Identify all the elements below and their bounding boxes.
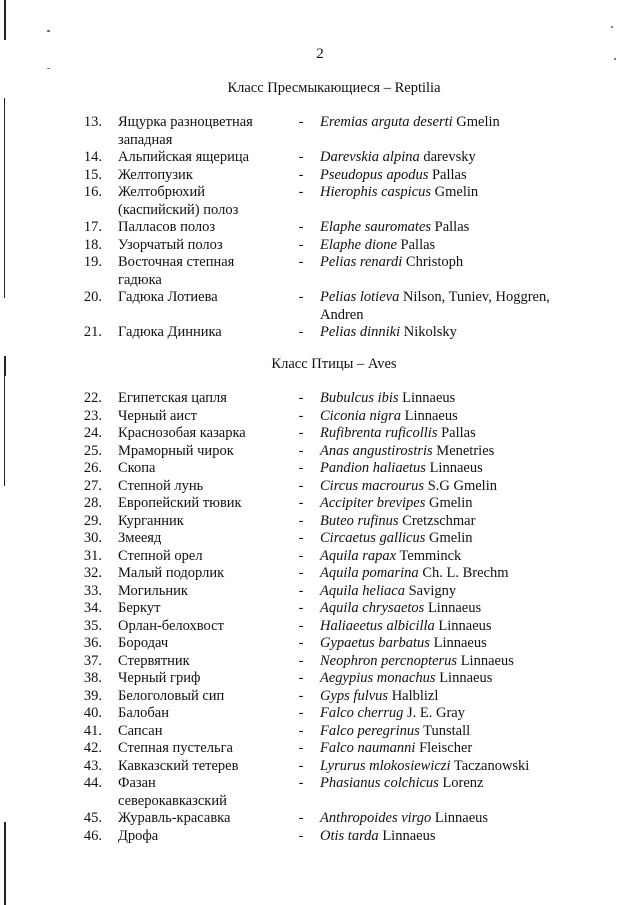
latin-name xyxy=(320,705,572,723)
separator-dash: - xyxy=(298,600,304,616)
item-number: 38. xyxy=(83,670,102,686)
item-number: 40. xyxy=(83,705,102,721)
author-name: Halblizl xyxy=(391,687,439,704)
item-number: 13. xyxy=(83,114,102,130)
russian-name: западная xyxy=(118,131,173,148)
separator-dash: - xyxy=(298,582,304,599)
separator-dash: - xyxy=(298,652,304,669)
separator-dash: - xyxy=(298,407,304,424)
separator-dash: - xyxy=(298,477,304,494)
author-name: Linnaeus xyxy=(439,670,493,686)
russian-name: Змееяд xyxy=(118,530,162,546)
section-title-aves: Класс Птицы – Aves xyxy=(271,356,397,372)
latin-name xyxy=(320,307,572,325)
separator-dash: - xyxy=(298,547,304,564)
item-number: 44. xyxy=(83,775,102,791)
latin-name xyxy=(320,495,572,513)
item-number-blank xyxy=(0,202,118,220)
separator-dash: - xyxy=(298,810,304,826)
author-name: Linnaeus xyxy=(433,635,487,651)
latin-name xyxy=(320,723,572,741)
separator-dash: - xyxy=(298,236,304,253)
genus-species: Gyps fulvus xyxy=(320,687,389,704)
item-number-blank xyxy=(0,132,118,150)
latin-name xyxy=(320,810,572,828)
species-row xyxy=(0,775,640,793)
genus-species: Falco naumanni xyxy=(320,740,416,756)
separator-dash: - xyxy=(298,166,304,183)
russian-name: Фазан xyxy=(118,775,156,791)
author-name: Linnaeus xyxy=(402,390,456,406)
item-number: 34. xyxy=(83,600,102,616)
author-name: Gmelin xyxy=(429,530,473,546)
genus-species: Otis tarda xyxy=(320,827,379,844)
item-number: 35. xyxy=(83,617,102,634)
separator-dash: - xyxy=(298,289,304,305)
separator-dash: - xyxy=(298,705,304,721)
russian-name: Ящурка разноцветная xyxy=(118,114,253,130)
species-row xyxy=(0,495,640,513)
russian-name: Степной лунь xyxy=(118,477,204,494)
species-row xyxy=(0,237,640,255)
genus-species: Anthropoides virgo xyxy=(320,810,432,826)
species-row xyxy=(0,324,640,342)
genus-species: Anas angustirostris xyxy=(320,442,433,459)
genus-species: Aquila pomarina xyxy=(320,565,419,581)
genus-species: Haliaeetus albicilla xyxy=(320,617,435,634)
scan-speck xyxy=(47,30,50,32)
species-row xyxy=(0,583,640,601)
separator-blank xyxy=(282,307,320,325)
item-number: 45. xyxy=(83,810,102,826)
species-row xyxy=(0,740,640,758)
genus-species: Pseudopus apodus xyxy=(320,166,429,183)
separator-dash: - xyxy=(298,184,304,200)
russian-name: Стервятник xyxy=(118,652,190,669)
russian-name: (каспийский) полоз xyxy=(118,201,239,218)
species-row xyxy=(0,149,640,167)
separator-dash: - xyxy=(298,670,304,686)
russian-name: Узорчатый полоз xyxy=(118,236,223,253)
genus-species: Hierophis caspicus xyxy=(320,184,432,200)
item-number: 23. xyxy=(83,407,102,424)
separator-dash: - xyxy=(298,495,304,511)
separator-dash: - xyxy=(298,219,304,235)
latin-name xyxy=(320,443,572,461)
genus-species: Darevskia alpina xyxy=(320,149,420,165)
author-name: Nikolsky xyxy=(403,324,457,340)
separator-dash: - xyxy=(298,827,304,844)
latin-name xyxy=(320,408,572,426)
genus-species: Phasianus colchicus xyxy=(320,775,439,791)
genus-species: Rufibrenta ruficollis xyxy=(320,425,438,441)
latin-name xyxy=(320,600,572,618)
author-name: Linnaeus xyxy=(429,460,483,476)
russian-name: Сапсан xyxy=(118,722,163,739)
species-row xyxy=(0,478,640,496)
species-row xyxy=(0,688,640,706)
species-row xyxy=(0,670,640,688)
genus-species: Accipiter brevipes xyxy=(320,495,426,511)
russian-name: Черный аист xyxy=(118,407,197,424)
reptilia-list xyxy=(0,114,640,342)
genus-species: Ciconia nigra xyxy=(320,407,401,424)
item-number: 24. xyxy=(83,425,102,441)
separator-dash: - xyxy=(298,425,304,441)
scan-margin-line xyxy=(4,0,6,40)
species-row xyxy=(0,443,640,461)
separator-blank xyxy=(282,793,320,811)
genus-species: Aquila chrysaetos xyxy=(320,600,425,616)
item-number: 22. xyxy=(83,390,102,406)
russian-name: Желтобрюхий xyxy=(118,184,205,200)
species-row xyxy=(0,513,640,531)
item-number: 32. xyxy=(83,565,102,581)
item-number: 36. xyxy=(83,635,102,651)
item-number: 37. xyxy=(83,652,102,669)
latin-name xyxy=(320,530,572,548)
separator-dash: - xyxy=(298,687,304,704)
russian-name: Восточная степная xyxy=(118,254,235,270)
species-row xyxy=(0,184,640,202)
russian-name: Желтопузик xyxy=(118,166,193,183)
item-number: 43. xyxy=(83,757,102,774)
russian-name: Беркут xyxy=(118,600,161,616)
author-name-continued: Andren xyxy=(320,306,364,323)
russian-name: северокавказский xyxy=(118,792,227,809)
species-row xyxy=(0,793,640,811)
author-name: J. E. Gray xyxy=(406,705,465,721)
species-row xyxy=(0,653,640,671)
genus-species: Bubulcus ibis xyxy=(320,390,399,406)
author-name: Pallas xyxy=(431,166,467,183)
latin-name xyxy=(320,219,572,237)
latin-name xyxy=(320,272,572,290)
species-row xyxy=(0,167,640,185)
latin-name xyxy=(320,114,572,132)
latin-name xyxy=(320,254,572,272)
latin-name xyxy=(320,583,572,601)
genus-species: Neophron percnopterus xyxy=(320,652,458,669)
latin-name xyxy=(320,478,572,496)
separator-dash: - xyxy=(298,740,304,756)
author-name: Linnaeus xyxy=(404,407,458,424)
genus-species: Buteo rufinus xyxy=(320,512,399,529)
genus-species: Circaetus gallicus xyxy=(320,530,426,546)
latin-name xyxy=(320,618,572,636)
page-number: 2 xyxy=(316,46,324,62)
author-name: Gmelin xyxy=(456,114,500,130)
separator-blank xyxy=(282,202,320,220)
item-number: 25. xyxy=(83,442,102,459)
russian-name: Европейский тювик xyxy=(118,495,242,511)
species-row xyxy=(0,289,640,307)
latin-name xyxy=(320,688,572,706)
genus-species: Pelias lotieva xyxy=(320,289,400,305)
author-name: Linnaeus xyxy=(427,600,482,616)
item-number: 26. xyxy=(83,460,102,476)
species-row xyxy=(0,600,640,618)
item-number: 18. xyxy=(83,236,102,253)
separator-dash: - xyxy=(298,617,304,634)
genus-species: Pelias renardi xyxy=(320,254,403,270)
species-row xyxy=(0,723,640,741)
genus-species: Eremias arguta deserti xyxy=(320,114,453,130)
russian-name: Малый подорлик xyxy=(118,565,225,581)
russian-name: Степная пустельга xyxy=(118,740,233,756)
author-name: Taczanowski xyxy=(453,757,530,774)
latin-name xyxy=(320,758,572,776)
genus-species: Aquila rapax xyxy=(320,547,397,564)
russian-name: Кавказский тетерев xyxy=(118,757,239,774)
item-number: 17. xyxy=(83,219,102,235)
russian-name: Курганник xyxy=(118,512,184,529)
item-number: 41. xyxy=(83,722,102,739)
latin-name xyxy=(320,149,572,167)
species-row xyxy=(0,254,640,272)
author-name: Cretzschmar xyxy=(402,512,476,529)
latin-name xyxy=(320,460,572,478)
item-number-blank xyxy=(0,793,118,811)
species-row xyxy=(0,272,640,290)
russian-name: Гадюка Динника xyxy=(118,324,222,340)
genus-species: Aquila heliaca xyxy=(320,582,405,599)
separator-blank xyxy=(282,132,320,150)
author-name: Menetries xyxy=(436,442,495,459)
item-number: 29. xyxy=(83,512,102,529)
species-row xyxy=(0,565,640,583)
russian-name: гадюка xyxy=(118,271,162,288)
item-number: 42. xyxy=(83,740,102,756)
separator-dash: - xyxy=(298,530,304,546)
latin-name xyxy=(320,670,572,688)
separator-dash: - xyxy=(298,324,304,340)
aves-list xyxy=(0,390,640,845)
russian-name: Палласов полоз xyxy=(118,219,216,235)
author-name: Pallas xyxy=(400,236,436,253)
separator-dash: - xyxy=(298,565,304,581)
russian-name: Мраморный чирок xyxy=(118,442,234,459)
species-row xyxy=(0,530,640,548)
species-row xyxy=(0,219,640,237)
author-name: Lorenz xyxy=(442,775,484,791)
latin-name xyxy=(320,635,572,653)
author-name: Gmelin xyxy=(428,495,473,511)
separator-dash: - xyxy=(298,254,304,270)
separator-dash: - xyxy=(298,114,304,130)
latin-name xyxy=(320,548,572,566)
author-name: Pallas xyxy=(434,219,470,235)
latin-name xyxy=(320,653,572,671)
separator-dash: - xyxy=(298,635,304,651)
species-row xyxy=(0,425,640,443)
species-row xyxy=(0,390,640,408)
item-number: 39. xyxy=(83,687,102,704)
russian-name: Скопа xyxy=(118,460,156,476)
separator-blank xyxy=(282,272,320,290)
species-row xyxy=(0,618,640,636)
author-name: Linnaeus xyxy=(460,652,514,669)
separator-dash: - xyxy=(298,442,304,459)
species-row xyxy=(0,408,640,426)
latin-name xyxy=(320,202,572,220)
item-number: 15. xyxy=(83,166,102,183)
author-name: Ch. L. Brechm xyxy=(422,565,509,581)
latin-name xyxy=(320,390,572,408)
russian-name: Орлан-белохвост xyxy=(118,617,224,634)
genus-species: Circus macrourus xyxy=(320,477,425,494)
latin-name xyxy=(320,132,572,150)
species-row xyxy=(0,548,640,566)
item-number: 14. xyxy=(83,149,102,165)
author-name: Gmelin xyxy=(434,184,479,200)
author-name: Linnaeus xyxy=(382,827,436,844)
species-row xyxy=(0,828,640,846)
author-name: Christoph xyxy=(405,254,464,270)
latin-name xyxy=(320,184,572,202)
separator-dash: - xyxy=(298,512,304,529)
genus-species: Pandion haliaetus xyxy=(320,460,426,476)
russian-name: Черный гриф xyxy=(118,670,201,686)
species-row xyxy=(0,705,640,723)
russian-name-blank xyxy=(118,307,282,325)
species-row xyxy=(0,460,640,478)
species-row xyxy=(0,132,640,150)
species-row xyxy=(0,307,640,325)
separator-dash: - xyxy=(298,722,304,739)
genus-species: Elaphe sauromates xyxy=(320,219,432,235)
scan-speck xyxy=(611,26,613,28)
latin-name xyxy=(320,828,572,846)
russian-name: Степной орел xyxy=(118,547,203,564)
author-name: Linnaeus xyxy=(438,617,492,634)
separator-dash: - xyxy=(298,757,304,774)
item-number: 33. xyxy=(83,582,102,599)
item-number: 27. xyxy=(83,477,102,494)
author-name: Pallas xyxy=(441,425,476,441)
author-name: Temminck xyxy=(399,547,462,564)
russian-name: Египетская цапля xyxy=(118,390,227,406)
author-name: darevsky xyxy=(423,149,476,165)
russian-name: Могильник xyxy=(118,582,188,599)
author-name: Nilson, Tuniev, Hoggren, xyxy=(402,289,550,305)
item-number-blank xyxy=(0,272,118,290)
latin-name xyxy=(320,793,572,811)
latin-name xyxy=(320,289,572,307)
genus-species: Pelias dinniki xyxy=(320,324,401,340)
latin-name xyxy=(320,167,572,185)
author-name: Fleischer xyxy=(419,740,473,756)
genus-species: Falco cherrug xyxy=(320,705,404,721)
latin-name xyxy=(320,425,572,443)
author-name: Savigny xyxy=(408,582,457,599)
species-row xyxy=(0,114,640,132)
separator-dash: - xyxy=(298,460,304,476)
latin-name xyxy=(320,740,572,758)
scan-speck xyxy=(47,68,50,69)
russian-name: Бородач xyxy=(118,635,169,651)
item-number: 16. xyxy=(83,184,102,200)
russian-name: Белоголовый сип xyxy=(118,687,225,704)
genus-species: Aegypius monachus xyxy=(320,670,436,686)
genus-species: Gypaetus barbatus xyxy=(320,635,430,651)
species-row xyxy=(0,635,640,653)
russian-name: Журавль-красавка xyxy=(118,810,231,826)
russian-name: Дрофа xyxy=(118,827,159,844)
latin-name xyxy=(320,513,572,531)
latin-name xyxy=(320,775,572,793)
latin-name xyxy=(320,324,572,342)
genus-species: Falco peregrinus xyxy=(320,722,420,739)
genus-species: Lyrurus mlokosiewiczi xyxy=(320,757,451,774)
russian-name: Краснозобая казарка xyxy=(118,425,246,441)
russian-name: Балобан xyxy=(118,705,169,721)
item-number: 28. xyxy=(83,495,102,511)
item-number: 20. xyxy=(83,289,102,305)
genus-species: Elaphe dione xyxy=(320,236,397,253)
species-row xyxy=(0,202,640,220)
author-name: Linnaeus xyxy=(434,810,489,826)
species-row xyxy=(0,810,640,828)
species-row xyxy=(0,758,640,776)
item-number: 46. xyxy=(83,827,102,844)
russian-name: Альпийская ящерица xyxy=(118,149,250,165)
item-number: 30. xyxy=(83,530,102,546)
separator-dash: - xyxy=(298,390,304,406)
separator-dash: - xyxy=(298,775,304,791)
author-name: Tunstall xyxy=(423,722,471,739)
item-number-blank xyxy=(0,307,118,325)
separator-dash: - xyxy=(298,149,304,165)
item-number: 19. xyxy=(83,254,102,270)
section-title-reptilia: Класс Пресмыкающиеся – Reptilia xyxy=(227,80,441,96)
item-number: 31. xyxy=(83,547,102,564)
russian-name: Гадюка Лотиева xyxy=(118,289,218,305)
item-number: 21. xyxy=(83,324,102,340)
latin-name xyxy=(320,237,572,255)
latin-name xyxy=(320,565,572,583)
author-name: S.G Gmelin xyxy=(427,477,497,494)
